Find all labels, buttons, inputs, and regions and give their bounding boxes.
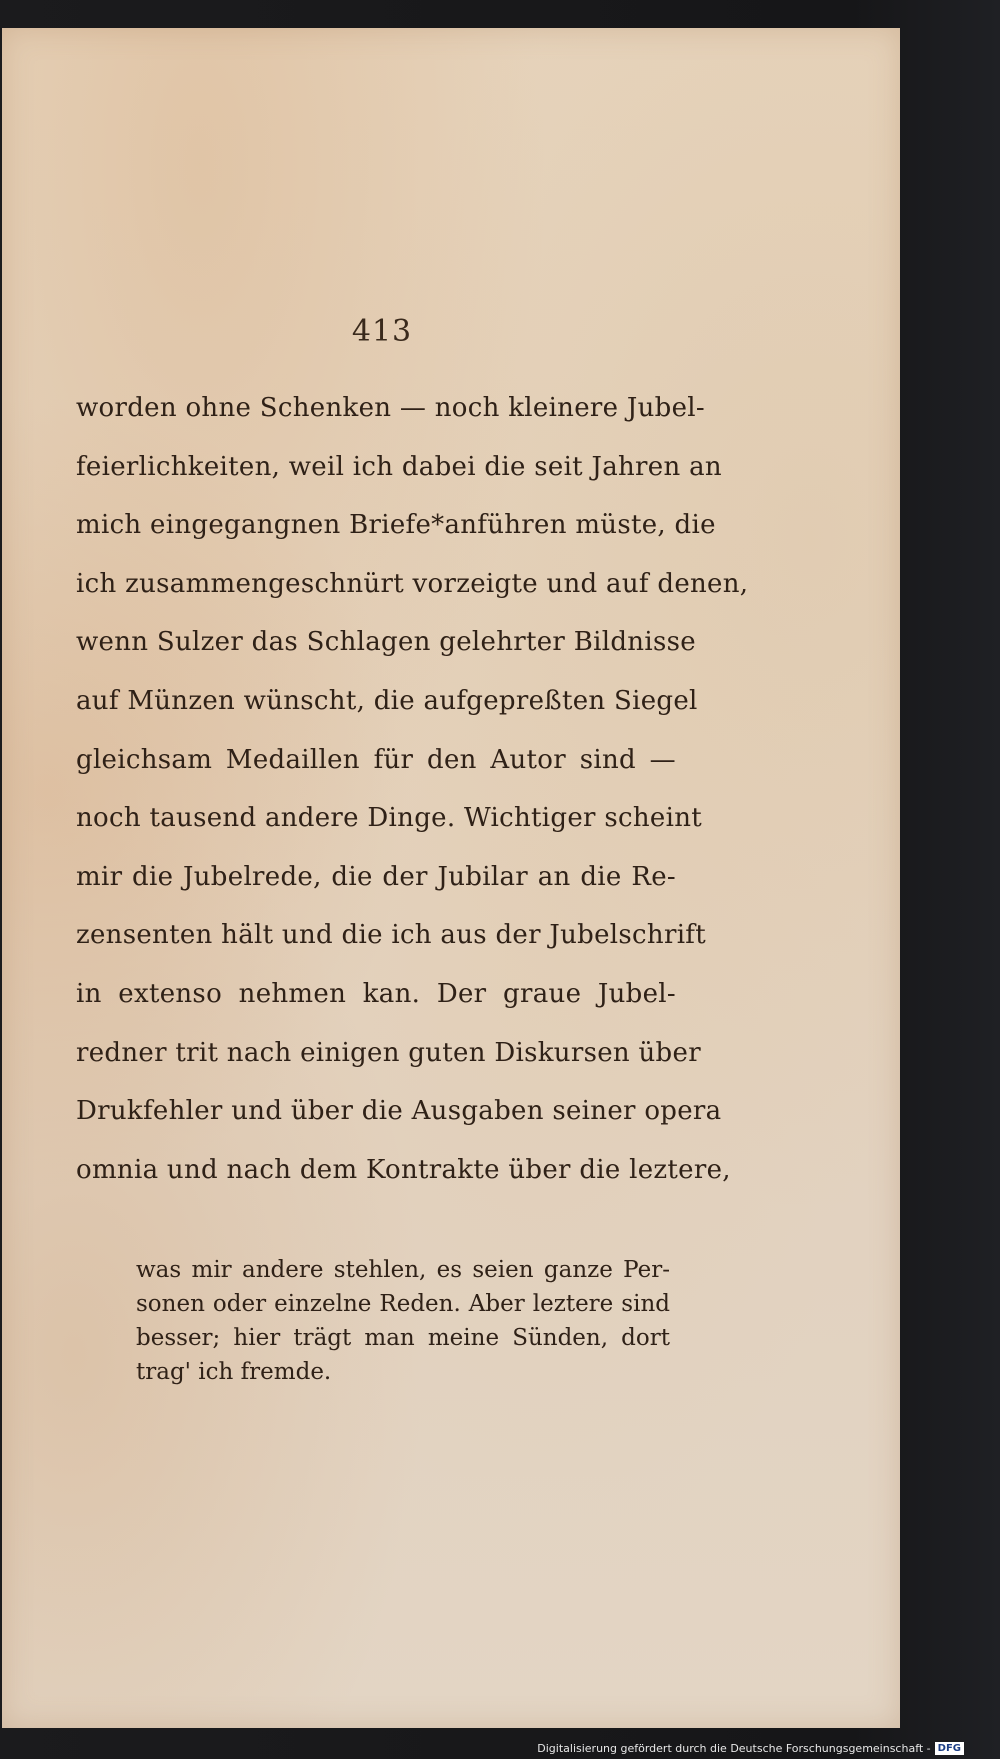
text-line: zensenten hält und die ich aus der Jubelschrift [76,920,706,951]
main-text [76,388,749,1208]
text-line: feierlichkeiten, weil ich dabei die seit Jahren an [76,451,722,482]
attribution-text: Digitalisierung gefördert durch die Deutsche Forschungsgemeinschaft - [537,1741,931,1755]
book-page [2,28,900,1728]
footnote-line: besser; hier trägt man meine Sünden, dort [136,1325,670,1351]
text-line: omnia und nach dem Kontrakte über die leztere, [76,1154,731,1185]
text-line: auf Münzen wünscht, die aufgepreßten Siegel [76,685,698,716]
footnote [136,1253,670,1389]
page-number: 413 [351,314,413,349]
dfg-logo-icon: DFG [935,1742,964,1755]
footnote-line: trag' ich fremde. [136,1359,332,1385]
footnote-line: sonen oder einzelne Reden. Aber leztere sind [136,1291,670,1317]
text-line: Drukfehler und über die Ausgaben seiner opera [76,1096,722,1127]
text-line: wenn Sulzer das Schlagen gelehrter Bildnisse [76,627,696,658]
text-line: ich zusammengeschnürt vorzeigte und auf denen, [76,568,749,599]
text-line: mir die Jubelrede, die der Jubilar an die Re- [76,861,676,892]
footnote-line: was mir andere stehlen, es seien ganze Per- [136,1257,670,1283]
text-line: in extenso nehmen kan. Der graue Jubel- [76,978,676,1009]
text-line: worden ohne Schenken — noch kleinere Jubel- [76,393,705,423]
text-line: gleichsam Medaillen für den Autor sind — [76,744,676,775]
text-line: redner trit nach einigen guten Diskursen über [76,1037,701,1068]
text-line: noch tausend andere Dinge. Wichtiger scheint [76,803,702,834]
text-line: mich eingegangnen Briefe*anführen müste, die [76,510,716,541]
digitization-attribution [537,1742,964,1756]
